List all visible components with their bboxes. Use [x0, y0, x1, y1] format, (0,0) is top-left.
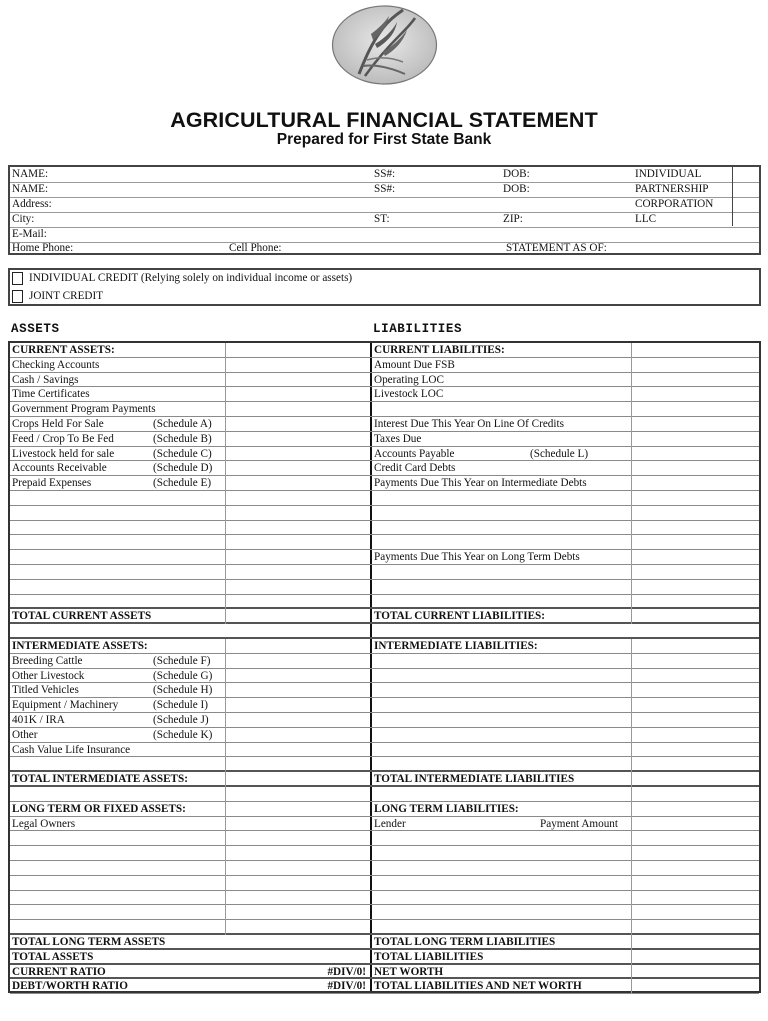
table-row: [10, 491, 759, 506]
table-row: [10, 476, 759, 491]
asset-label: Livestock held for sale: [12, 447, 115, 460]
liability-schedule-ref: Payment Amount: [540, 817, 619, 830]
asset-label: Time Certificates: [12, 388, 90, 401]
info-row-name-1: [10, 167, 759, 183]
table-row: [10, 698, 759, 713]
liability-label: Credit Card Debts: [374, 462, 456, 475]
liability-amount-cell[interactable]: [632, 417, 759, 431]
dob-2-field[interactable]: DOB:: [503, 183, 530, 195]
asset-value-column-divider: [225, 639, 226, 935]
table-row: [10, 817, 759, 832]
liability-label: TOTAL LIABILITIES AND NET WORTH: [374, 980, 582, 993]
asset-label: Checking Accounts: [12, 358, 100, 371]
liability-amount-cell[interactable]: [632, 920, 759, 933]
liability-amount-cell[interactable]: [632, 935, 759, 948]
zip-field[interactable]: ZIP:: [503, 213, 523, 225]
liability-label: Accounts Payable: [374, 447, 455, 460]
asset-amount-cell[interactable]: [226, 447, 368, 461]
asset-amount-cell[interactable]: [226, 669, 368, 683]
info-row-phone: [10, 241, 759, 256]
individual-credit-label: INDIVIDUAL CREDIT (Relying solely on individual income or assets): [29, 272, 353, 284]
liability-amount-cell[interactable]: [632, 654, 759, 668]
state-field[interactable]: ST:: [374, 213, 390, 225]
asset-amount-cell[interactable]: [226, 565, 368, 579]
asset-amount-cell[interactable]: [226, 550, 368, 564]
liability-amount-cell[interactable]: [632, 979, 759, 993]
liabilities-heading: LIABILITIES: [373, 322, 463, 336]
liability-amount-cell[interactable]: [632, 521, 759, 535]
asset-amount-cell[interactable]: [226, 387, 368, 401]
asset-schedule-ref: (Schedule B): [153, 432, 212, 445]
liability-amount-cell[interactable]: [632, 683, 759, 697]
asset-amount-cell[interactable]: [226, 831, 368, 845]
table-row: [10, 683, 759, 698]
entity-corporation-option[interactable]: CORPORATION: [635, 198, 714, 210]
table-row: [10, 979, 759, 994]
liability-amount-cell[interactable]: [632, 506, 759, 520]
asset-schedule-ref: (Schedule D): [153, 462, 213, 475]
table-row: [10, 802, 759, 817]
asset-amount-cell[interactable]: [226, 920, 368, 933]
info-row-name-2: [10, 182, 759, 198]
table-row: [10, 935, 759, 950]
asset-amount-cell[interactable]: [226, 817, 368, 831]
liability-label: TOTAL INTERMEDIATE LIABILITIES: [374, 773, 575, 786]
asset-amount-cell[interactable]: [226, 846, 368, 860]
asset-amount-cell[interactable]: [226, 595, 368, 608]
applicant-info-box: [8, 165, 761, 255]
liability-label: TOTAL LIABILITIES: [374, 950, 484, 963]
liability-amount-cell[interactable]: [632, 432, 759, 446]
name-1-field[interactable]: NAME:: [12, 168, 49, 180]
liability-amount-cell[interactable]: [632, 535, 759, 549]
asset-amount-cell[interactable]: [226, 713, 368, 727]
asset-amount-cell[interactable]: [226, 698, 368, 712]
table-row: [10, 373, 759, 388]
asset-label: Other Livestock: [12, 669, 85, 682]
liability-amount-cell[interactable]: [632, 447, 759, 461]
asset-label: Equipment / Machinery: [12, 699, 119, 712]
table-row: [10, 728, 759, 743]
table-row: [10, 461, 759, 476]
ssn-1-field[interactable]: SS#:: [374, 168, 396, 180]
liability-amount-cell[interactable]: [632, 609, 759, 622]
asset-amount-cell[interactable]: [226, 358, 368, 372]
asset-amount-cell[interactable]: [226, 417, 368, 431]
asset-amount-cell[interactable]: [226, 876, 368, 890]
asset-label: TOTAL ASSETS: [12, 950, 94, 963]
ratio-value: #DIV/0!: [327, 965, 366, 978]
table-row: [10, 713, 759, 728]
liability-amount-cell[interactable]: [632, 550, 759, 564]
table-row: [10, 417, 759, 432]
asset-amount-cell[interactable]: [226, 402, 368, 416]
asset-label: Feed / Crop To Be Fed: [12, 432, 114, 445]
liability-amount-cell[interactable]: [632, 698, 759, 712]
liability-amount-cell[interactable]: [632, 565, 759, 579]
asset-amount-cell[interactable]: [226, 580, 368, 594]
document-subtitle: Prepared for First State Bank: [276, 131, 492, 148]
ratio-value: #DIV/0!: [327, 980, 366, 993]
table-row: [10, 402, 759, 417]
asset-amount-cell[interactable]: [226, 521, 368, 535]
liability-amount-cell[interactable]: [632, 491, 759, 505]
address-field[interactable]: Address:: [12, 198, 52, 210]
asset-amount-cell[interactable]: [226, 343, 368, 357]
table-row: [10, 624, 759, 639]
asset-label: INTERMEDIATE ASSETS:: [12, 640, 148, 652]
asset-amount-cell[interactable]: [226, 373, 368, 387]
asset-schedule-ref: (Schedule E): [153, 477, 212, 490]
asset-label: Legal Owners: [12, 817, 76, 830]
liability-label: Taxes Due: [374, 432, 422, 445]
asset-schedule-ref: (Schedule F): [153, 654, 211, 667]
info-row-city: [10, 212, 759, 228]
liability-value-column-divider: [631, 639, 632, 994]
table-row: [10, 358, 759, 373]
liability-amount-cell[interactable]: [632, 757, 759, 770]
asset-label: Cash / Savings: [12, 373, 79, 386]
asset-amount-cell[interactable]: [226, 432, 368, 446]
liability-label: LONG TERM LIABILITIES:: [374, 802, 519, 815]
asset-label: TOTAL LONG TERM ASSETS: [12, 936, 166, 948]
liability-amount-cell[interactable]: [632, 343, 759, 357]
asset-amount-cell[interactable]: [226, 757, 368, 770]
table-row: [10, 920, 759, 935]
joint-credit-option[interactable]: [12, 290, 103, 303]
liability-label: TOTAL LONG TERM LIABILITIES: [374, 936, 556, 948]
asset-amount-cell[interactable]: [226, 609, 368, 622]
ssn-2-field[interactable]: SS#:: [374, 183, 396, 195]
table-row: [10, 521, 759, 536]
asset-amount-cell[interactable]: [226, 787, 368, 801]
table-row: [10, 550, 759, 565]
asset-schedule-ref: (Schedule I): [153, 699, 208, 712]
city-field[interactable]: City:: [12, 213, 35, 225]
table-row: [10, 846, 759, 861]
liability-amount-cell[interactable]: [632, 373, 759, 387]
liability-amount-cell[interactable]: [632, 802, 759, 816]
asset-amount-cell[interactable]: [226, 476, 368, 490]
asset-label: Crops Held For Sale: [12, 418, 104, 430]
liability-amount-cell[interactable]: [632, 831, 759, 845]
liability-amount-cell[interactable]: [632, 639, 759, 653]
asset-schedule-ref: (Schedule H): [153, 684, 213, 697]
asset-label: Government Program Payments: [12, 403, 156, 416]
liability-label: Payments Due This Year on Long Term Debts: [374, 551, 580, 564]
asset-amount-cell[interactable]: [226, 802, 368, 816]
asset-amount-cell[interactable]: [226, 535, 368, 549]
asset-label: Accounts Receivable: [12, 462, 107, 475]
asset-label: LONG TERM OR FIXED ASSETS:: [12, 802, 186, 815]
asset-label: DEBT/WORTH RATIO: [12, 980, 128, 993]
table-row: [10, 565, 759, 580]
asset-amount-cell[interactable]: [226, 905, 368, 919]
table-row: [10, 876, 759, 891]
asset-amount-cell[interactable]: [226, 461, 368, 475]
liability-value-column-divider: [631, 343, 632, 624]
joint-credit-label: JOINT CREDIT: [29, 290, 104, 302]
liability-label: Interest Due This Year On Line Of Credits: [374, 418, 564, 430]
liability-amount-cell[interactable]: [632, 846, 759, 860]
table-row: [10, 432, 759, 447]
liability-amount-cell[interactable]: [632, 358, 759, 372]
liability-amount-cell[interactable]: [632, 876, 759, 890]
asset-label: 401K / IRA: [12, 714, 65, 726]
liability-amount-cell[interactable]: [632, 461, 759, 475]
dob-1-field[interactable]: DOB:: [503, 168, 530, 180]
cell-phone-field[interactable]: Cell Phone:: [229, 242, 282, 254]
asset-amount-cell[interactable]: [226, 728, 368, 742]
liability-label: TOTAL CURRENT LIABILITIES:: [374, 610, 545, 623]
liability-label: Payments Due This Year on Intermediate Debts: [374, 477, 587, 490]
table-row: [10, 787, 759, 802]
liability-amount-cell[interactable]: [632, 580, 759, 594]
asset-label: TOTAL INTERMEDIATE ASSETS:: [12, 773, 188, 786]
credit-type-box: [8, 268, 761, 306]
table-row: [10, 654, 759, 669]
asset-schedule-ref: (Schedule C): [153, 447, 212, 460]
liability-label: Amount Due FSB: [374, 358, 455, 371]
balance-sheet-table: [8, 341, 761, 993]
table-row: [10, 669, 759, 684]
asset-schedule-ref: (Schedule J): [153, 714, 209, 726]
table-row: [10, 861, 759, 876]
assets-heading: ASSETS: [11, 322, 60, 336]
entity-partnership-option[interactable]: PARTNERSHIP: [635, 183, 709, 195]
asset-label: CURRENT RATIO: [12, 965, 106, 978]
liability-amount-cell[interactable]: [632, 950, 759, 963]
table-row: [10, 447, 759, 462]
table-row: [10, 639, 759, 654]
individual-credit-checkbox[interactable]: [12, 272, 23, 285]
table-row: [10, 831, 759, 846]
joint-credit-checkbox[interactable]: [12, 290, 23, 303]
table-row: [10, 757, 759, 772]
table-row: [10, 506, 759, 521]
name-2-field[interactable]: NAME:: [12, 183, 49, 195]
table-row: [10, 743, 759, 758]
liability-label: CURRENT LIABILITIES:: [374, 344, 505, 356]
liability-amount-cell[interactable]: [632, 476, 759, 490]
table-row: [10, 950, 759, 965]
liability-label: INTERMEDIATE LIABILITIES:: [374, 640, 538, 652]
table-row: [10, 387, 759, 402]
individual-credit-option[interactable]: [12, 272, 352, 285]
document-title: AGRICULTURAL FINANCIAL STATEMENT: [170, 108, 598, 132]
entity-individual-option[interactable]: INDIVIDUAL: [635, 168, 702, 180]
asset-label: Prepaid Expenses: [12, 477, 92, 490]
asset-amount-cell[interactable]: [226, 861, 368, 875]
table-row: [10, 965, 759, 980]
asset-amount-cell[interactable]: [226, 743, 368, 757]
liability-amount-cell[interactable]: [632, 402, 759, 416]
asset-label: TOTAL CURRENT ASSETS: [12, 610, 152, 623]
entity-type-divider: [732, 167, 733, 226]
liability-amount-cell[interactable]: [632, 891, 759, 905]
statement-date-field[interactable]: STATEMENT AS OF:: [506, 242, 607, 254]
table-row: [10, 905, 759, 920]
liability-amount-cell[interactable]: [632, 387, 759, 401]
liability-amount-cell[interactable]: [632, 595, 759, 608]
liability-amount-cell[interactable]: [632, 817, 759, 831]
asset-label: Cash Value Life Insurance: [12, 743, 131, 756]
table-row: [10, 595, 759, 610]
asset-label: Titled Vehicles: [12, 684, 79, 697]
liability-amount-cell[interactable]: [632, 905, 759, 919]
asset-schedule-ref: (Schedule A): [153, 418, 212, 430]
asset-schedule-ref: (Schedule G): [153, 669, 213, 682]
liability-label: NET WORTH: [374, 965, 444, 978]
asset-amount-cell[interactable]: [226, 491, 368, 505]
liability-amount-cell[interactable]: [632, 861, 759, 875]
liability-amount-cell[interactable]: [632, 728, 759, 742]
table-row: [10, 535, 759, 550]
asset-amount-cell[interactable]: [226, 683, 368, 697]
table-row: [10, 580, 759, 595]
liability-amount-cell[interactable]: [632, 713, 759, 727]
liability-label: Livestock LOC: [374, 388, 444, 401]
info-row-address: [10, 197, 759, 213]
asset-schedule-ref: (Schedule K): [153, 728, 213, 741]
asset-amount-cell[interactable]: [226, 654, 368, 668]
asset-value-column-divider: [225, 343, 226, 624]
asset-amount-cell[interactable]: [226, 891, 368, 905]
asset-label: Breeding Cattle: [12, 654, 83, 667]
asset-amount-cell[interactable]: [226, 639, 368, 653]
liability-schedule-ref: (Schedule L): [530, 447, 589, 460]
liability-amount-cell[interactable]: [632, 772, 759, 785]
table-row: [10, 343, 759, 358]
liability-amount-cell[interactable]: [632, 965, 759, 978]
table-row: [10, 609, 759, 624]
entity-llc-option[interactable]: LLC: [635, 213, 657, 225]
wheat-logo-icon: [331, 4, 438, 86]
liability-amount-cell[interactable]: [632, 787, 759, 801]
liability-label: Operating LOC: [374, 373, 444, 386]
home-phone-field[interactable]: Home Phone:: [12, 242, 74, 254]
liability-amount-cell[interactable]: [632, 669, 759, 683]
liability-label: Lender: [374, 817, 406, 830]
email-field[interactable]: E-Mail:: [12, 228, 47, 240]
liability-amount-cell[interactable]: [632, 743, 759, 757]
asset-amount-cell[interactable]: [226, 772, 368, 785]
table-row: [10, 891, 759, 906]
asset-label: Other: [12, 728, 38, 741]
asset-amount-cell[interactable]: [226, 506, 368, 520]
asset-label: CURRENT ASSETS:: [12, 344, 115, 356]
table-row: [10, 772, 759, 787]
